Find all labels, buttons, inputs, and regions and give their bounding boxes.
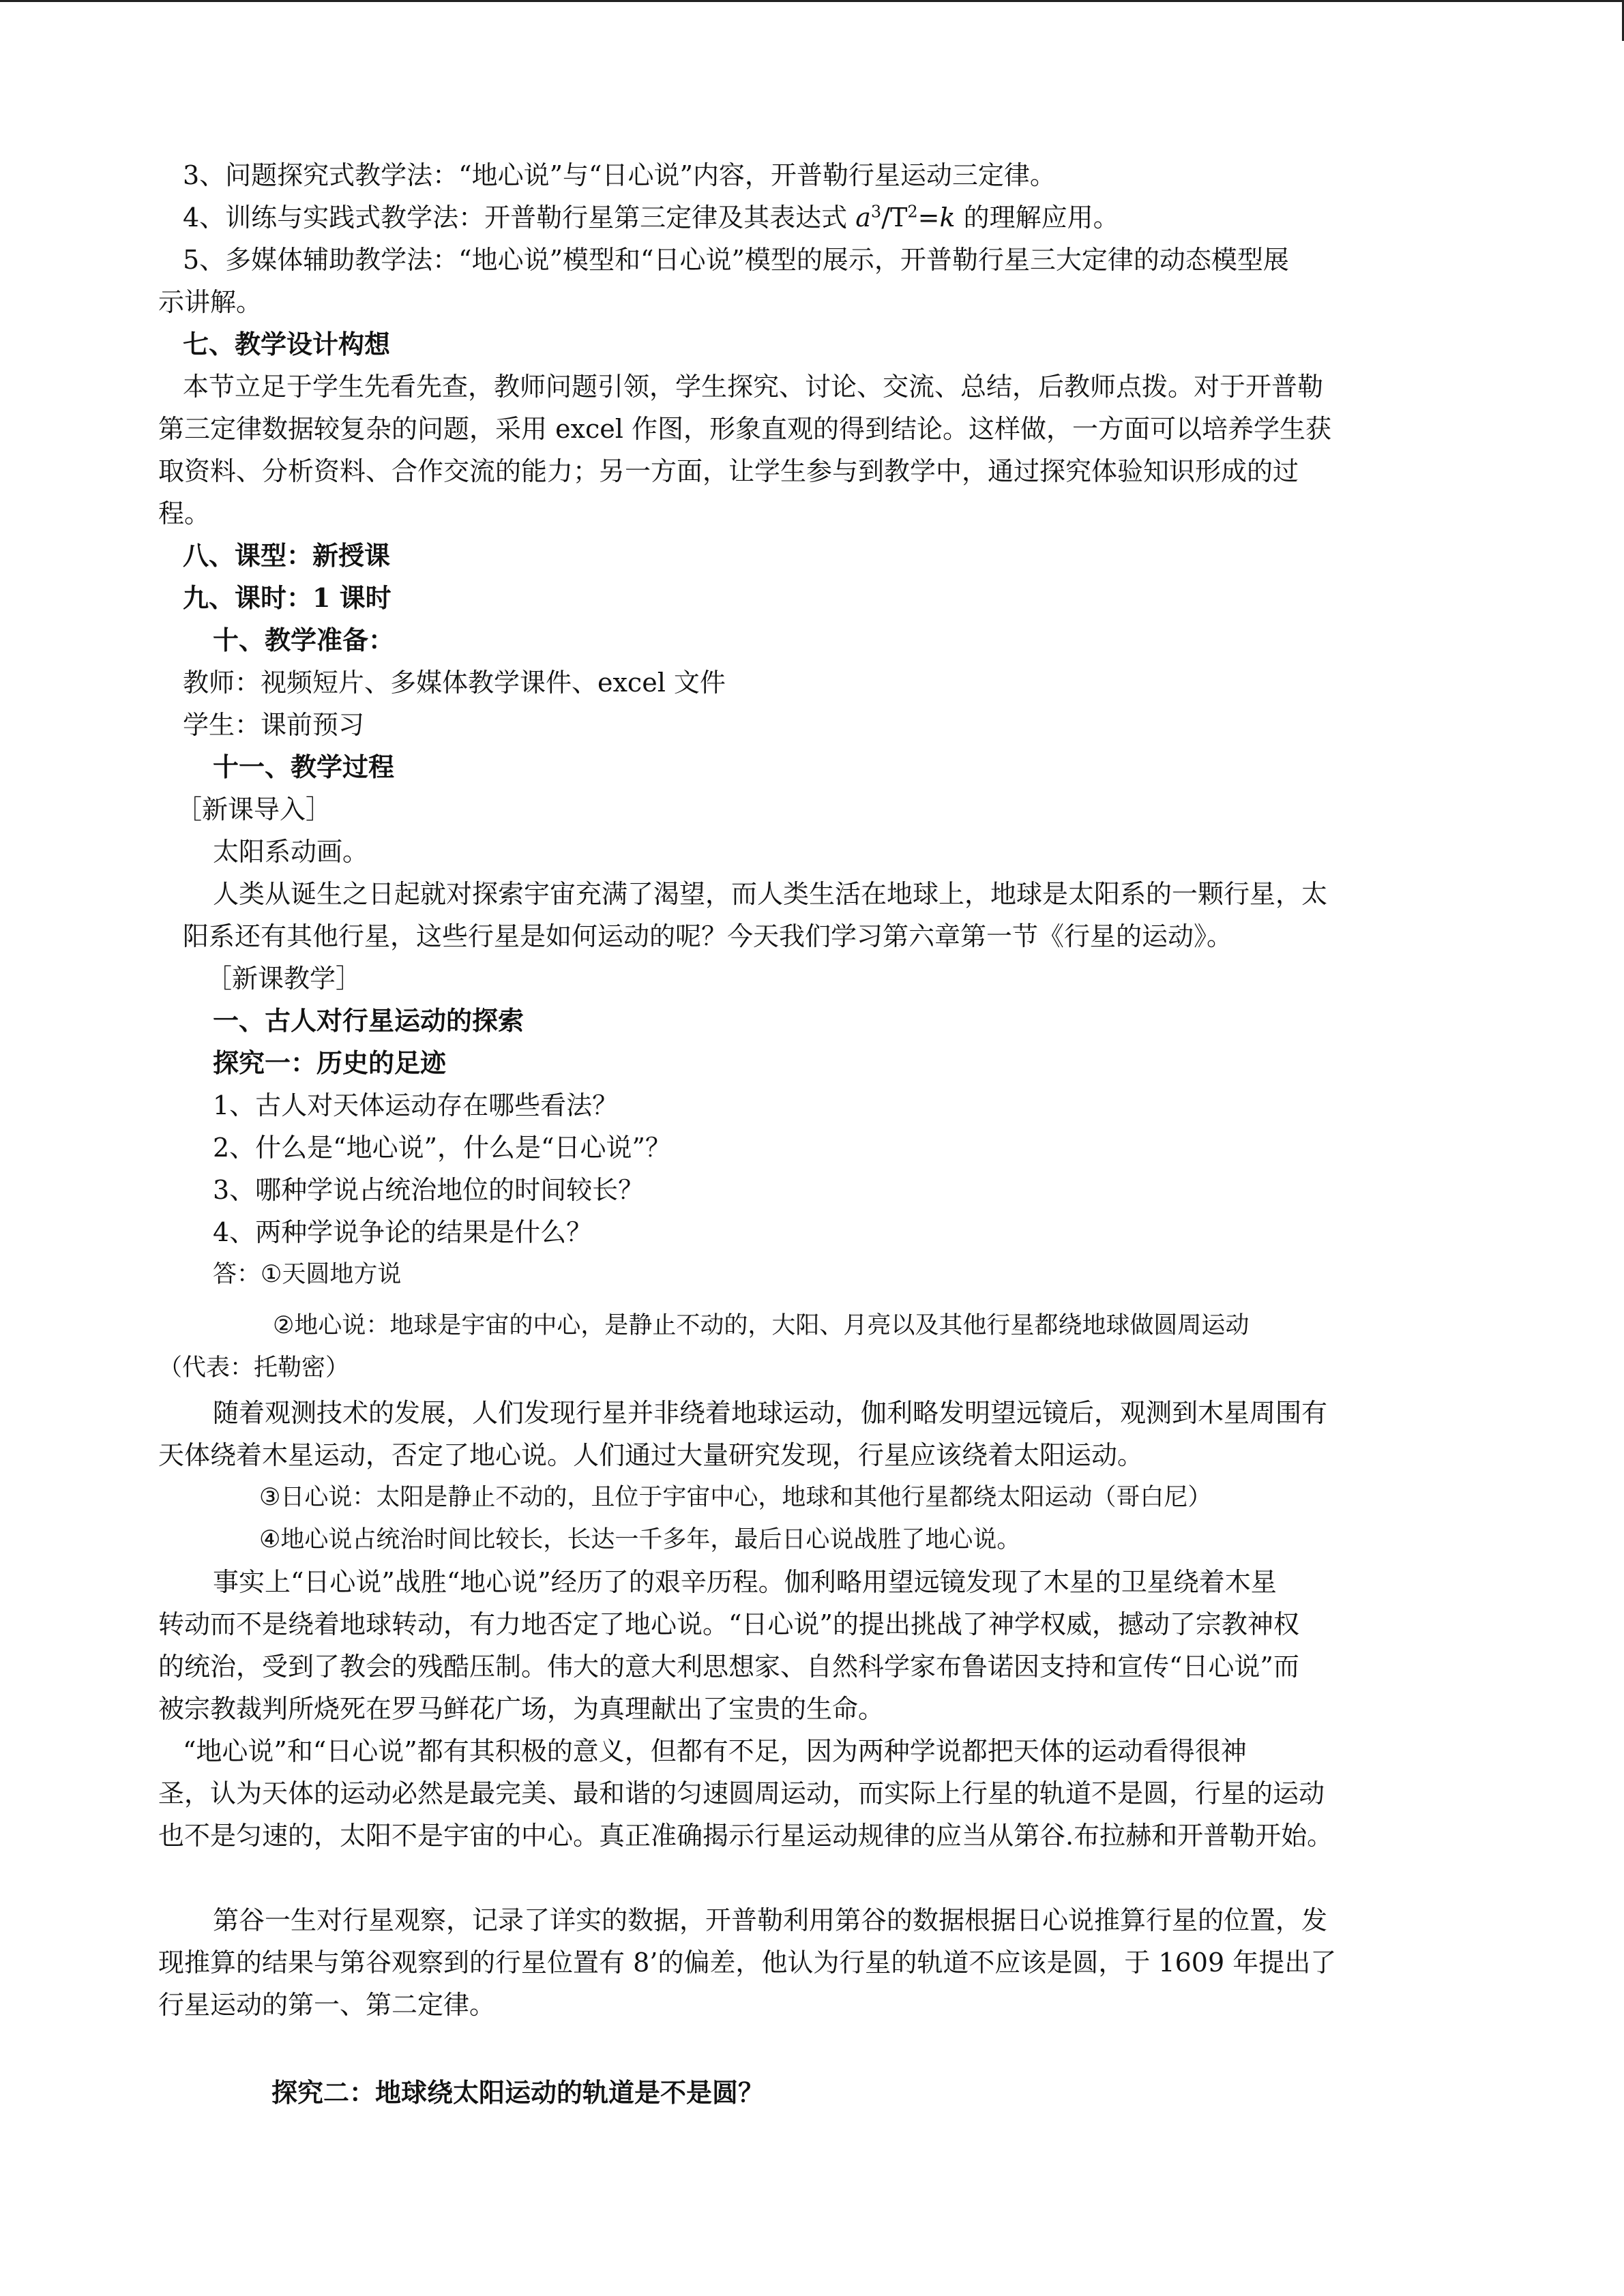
history-line: 的统治，受到了教会的残酷压制。伟大的意大利思想家、自然科学家布鲁诺因支持和宣传“日心说”而	[158, 1652, 1299, 1682]
teacher-prep: 教师：视频短片、多媒体教学课件、excel 文件	[183, 668, 726, 698]
intro-line: 太阳系动画。	[213, 837, 369, 867]
answer-line: （代表：托勒密）	[158, 1354, 350, 1382]
section-9: 九、课时：1 课时	[183, 582, 392, 613]
section-7-title: 七、教学设计构想	[183, 329, 391, 359]
telescope-line: 天体绕着木星运动，否定了地心说。人们通过大量研究发现，行星应该绕着太阳运动。	[158, 1440, 1144, 1470]
intro-heading: ［新课导入］	[176, 794, 332, 824]
meaning-line: 也不是匀速的，太阳不是宇宙的中心。真正准确揭示行星运动规律的应当从第谷.布拉赫和开普勒开始。	[158, 1821, 1333, 1851]
question-item: 2、什么是“地心说”，什么是“日心说”？	[213, 1133, 671, 1163]
explore-2-title: 探究二：地球绕太阳运动的轨道是不是圆？	[271, 2077, 765, 2108]
meaning-line: 圣，认为天体的运动必然是最完美、最和谐的匀速圆周运动，而实际上行星的轨道不是圆，行星的运动	[158, 1778, 1325, 1808]
telescope-line: 随着观测技术的发展，人们发现行星并非绕着地球运动，伽利略发明望远镜后，观测到木星周围有	[213, 1398, 1328, 1428]
section-7-line: 本节立足于学生先看先查，教师问题引领，学生探究、讨论、交流、总结，后教师点拨。对于开普勒	[183, 372, 1324, 402]
method-4: 4、训练与实践式教学法：开普勒行星第三定律及其表达式 $a^3/T^2=k$ 的理解应用。	[183, 202, 1119, 233]
part-1-title: 一、古人对行星运动的探索	[213, 1005, 525, 1036]
tycho-line: 行星运动的第一、第二定律。	[158, 1990, 496, 2020]
question-item: 3、哪种学说占统治地位的时间较长？	[213, 1175, 645, 1205]
explore-1-title: 探究一：历史的足迹	[213, 1047, 447, 1078]
tycho-line: 现推算的结果与第谷观察到的行星位置有 8’的偏差，他认为行星的轨道不应该是圆，于 1609 年提出了	[158, 1948, 1337, 1978]
intro-line: 人类从诞生之日起就对探索宇宙充满了渴望，而人类生活在地球上，地球是太阳系的一颗行星，太	[213, 879, 1328, 909]
section-7-line: 第三定律数据较复杂的问题，采用 excel 作图，形象直观的得到结论。这样做，一方面可以培养学生获	[158, 414, 1332, 444]
method-3: 3、问题探究式教学法：“地心说”与“日心说”内容，开普勒行星运动三定律。	[183, 160, 1056, 190]
history-line: 转动而不是绕着地球转动，有力地否定了地心说。“日心说”的提出挑战了神学权威，撼动了宗教神权	[158, 1609, 1299, 1639]
tycho-line: 第谷一生对行星观察，记录了详实的数据，开普勒利用第谷的数据根据日心说推算行星的位置，发	[213, 1905, 1328, 1935]
section-10-title: 十、教学准备：	[213, 625, 395, 655]
method-5: 5、多媒体辅助教学法：“地心说”模型和“日心说”模型的展示，开普勒行星三大定律的动态模型展	[183, 245, 1289, 275]
meaning-line: “地心说”和“日心说”都有其积极的意义，但都有不足，因为两种学说都把天体的运动看得很神	[183, 1736, 1247, 1766]
section-8: 八、课型：新授课	[183, 540, 391, 571]
answer-3: ③日心说：太阳是静止不动的，且位于宇宙中心，地球和其他行星都绕太阳运动（哥白尼）	[259, 1484, 1212, 1511]
answer-line: ②地心说：地球是宇宙的中心，是静止不动的，大阳、月亮以及其他行星都绕地球做圆周运动	[273, 1312, 1250, 1339]
history-line: 被宗教裁判所烧死在罗马鲜花广场，为真理献出了宝贵的生命。	[158, 1694, 885, 1724]
page-top-border	[0, 0, 1624, 2]
section-7-line: 取资料、分析资料、合作交流的能力；另一方面，让学生参与到教学中，通过探究体验知识形成的过	[158, 456, 1299, 486]
answer-4: ④地心说占统治时间比较长，长达一千多年，最后日心说战胜了地心说。	[259, 1526, 1021, 1553]
question-item: 4、两种学说争论的结果是什么？	[213, 1217, 593, 1247]
method-5-continued: 示讲解。	[158, 287, 263, 317]
history-line: 事实上“日心说”战胜“地心说”经历了的艰辛历程。伽利略用望远镜发现了木星的卫星绕着木星	[213, 1567, 1277, 1597]
section-7-line: 程。	[158, 498, 211, 528]
student-prep: 学生：课前预习	[183, 710, 365, 740]
question-item: 1、古人对天体运动存在哪些看法？	[213, 1090, 619, 1120]
answer-line: 答：①天圆地方说	[213, 1261, 402, 1288]
teach-heading: ［新课教学］	[206, 964, 362, 994]
section-11-title: 十一、教学过程	[213, 751, 395, 782]
intro-line: 阳系还有其他行星，这些行星是如何运动的呢？今天我们学习第六章第一节《行星的运动》。	[183, 921, 1233, 951]
